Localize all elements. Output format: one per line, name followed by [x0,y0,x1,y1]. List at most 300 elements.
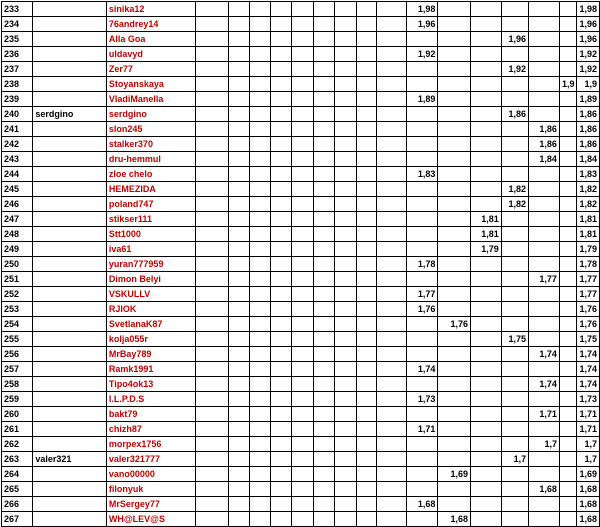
score-cell [377,47,406,62]
score-cell [250,317,271,332]
score-cell [501,362,528,377]
score-cell [406,197,438,212]
table-body [2,2,600,527]
score-cell [228,437,250,452]
score-cell [250,197,271,212]
score-cell [250,47,271,62]
score-cell [228,257,250,272]
score-cell: 1,81 [470,227,501,242]
score-cell [529,452,560,467]
score-cell [559,407,577,422]
player-name-cell: RJIOK [106,302,195,317]
score-cell [228,287,250,302]
score-cell [195,257,228,272]
score-cell [470,287,501,302]
table-row [2,272,600,287]
score-cell [356,512,377,527]
score-cell [438,62,471,77]
score-cell: 1,73 [406,392,438,407]
score-cell [314,467,335,482]
score-cell [250,272,271,287]
score-cell [559,152,577,167]
score-cell [228,272,250,287]
score-cell [335,287,357,302]
score-cell [377,302,406,317]
alias-cell [33,167,107,182]
table-row [2,137,600,152]
player-name-cell: valer321777 [106,452,195,467]
table-row [2,467,600,482]
table-row [2,512,600,527]
rank-cell: 240 [2,107,33,122]
score-cell [377,137,406,152]
score-cell [356,287,377,302]
player-name-cell: yuran777959 [106,257,195,272]
score-cell [470,407,501,422]
table-row [2,437,600,452]
score-cell [356,407,377,422]
total-cell: 1,86 [577,122,600,137]
score-cell [529,287,560,302]
score-cell [559,332,577,347]
player-name-cell: Alla Goa [106,32,195,47]
player-name-cell: Ramk1991 [106,362,195,377]
score-cell [335,242,357,257]
score-cell [271,167,292,182]
score-cell [529,2,560,17]
score-cell [501,227,528,242]
score-cell [335,422,357,437]
score-cell [195,347,228,362]
score-cell [438,347,471,362]
score-cell [529,62,560,77]
alias-cell [33,347,107,362]
alias-cell [33,77,107,92]
score-cell [291,362,313,377]
score-cell [501,497,528,512]
score-cell: 1,92 [501,62,528,77]
total-cell: 1,74 [577,362,600,377]
score-cell [250,437,271,452]
score-cell [356,257,377,272]
score-cell [195,197,228,212]
score-cell [228,242,250,257]
score-cell [438,272,471,287]
score-cell [195,422,228,437]
score-cell [529,92,560,107]
score-cell [501,392,528,407]
score-cell [559,287,577,302]
score-cell [228,302,250,317]
total-cell: 1,9 [577,77,600,92]
score-cell [356,167,377,182]
score-cell [271,467,292,482]
table-row [2,392,600,407]
score-cell [195,452,228,467]
alias-cell [33,272,107,287]
score-cell [377,452,406,467]
score-cell [228,482,250,497]
score-cell [559,452,577,467]
score-cell [314,152,335,167]
score-cell [250,512,271,527]
score-cell [195,287,228,302]
score-cell [335,47,357,62]
player-name-cell: stikser111 [106,212,195,227]
score-cell [529,362,560,377]
total-cell: 1,86 [577,107,600,122]
score-cell [406,62,438,77]
score-cell [559,482,577,497]
score-cell [377,62,406,77]
score-cell [195,482,228,497]
score-cell [195,212,228,227]
rank-cell: 237 [2,62,33,77]
score-cell [291,32,313,47]
score-cell [470,437,501,452]
score-cell [501,407,528,422]
score-cell [356,437,377,452]
score-cell: 1,84 [529,152,560,167]
rank-cell: 244 [2,167,33,182]
alias-cell [33,212,107,227]
score-cell [377,107,406,122]
score-cell [271,77,292,92]
score-cell: 1,77 [406,287,438,302]
score-cell: 1,68 [529,482,560,497]
score-cell [529,512,560,527]
score-cell [356,212,377,227]
score-cell [470,2,501,17]
score-cell [271,287,292,302]
score-cell [195,2,228,17]
score-cell [470,107,501,122]
alias-cell [33,137,107,152]
score-cell [228,62,250,77]
score-cell [314,137,335,152]
score-cell [314,497,335,512]
score-cell [195,242,228,257]
score-cell [377,482,406,497]
score-cell [195,92,228,107]
score-cell [377,227,406,242]
score-cell [314,242,335,257]
rank-cell: 250 [2,257,33,272]
score-cell [559,302,577,317]
rank-cell: 253 [2,302,33,317]
score-cell [228,347,250,362]
score-cell [501,152,528,167]
score-cell [271,17,292,32]
total-cell: 1,76 [577,302,600,317]
score-cell [271,302,292,317]
score-cell [501,137,528,152]
score-cell [314,32,335,47]
score-cell [470,302,501,317]
score-cell [377,392,406,407]
score-cell [438,422,471,437]
score-cell [377,17,406,32]
score-cell [291,422,313,437]
score-cell [377,512,406,527]
score-cell [438,437,471,452]
score-cell [470,32,501,47]
score-cell [559,227,577,242]
rank-cell: 258 [2,377,33,392]
player-name-cell: vano00000 [106,467,195,482]
score-cell [356,317,377,332]
score-cell [470,347,501,362]
score-cell: 1,69 [438,467,471,482]
total-cell: 1,96 [577,17,600,32]
rank-cell: 247 [2,212,33,227]
score-cell [559,137,577,152]
score-cell [271,512,292,527]
total-cell: 1,78 [577,257,600,272]
score-cell [314,257,335,272]
score-cell [314,17,335,32]
score-cell [291,437,313,452]
ranking-table [1,1,600,527]
score-cell [195,437,228,452]
score-cell [314,122,335,137]
score-cell [559,272,577,287]
score-cell [335,467,357,482]
score-cell [335,92,357,107]
score-cell [501,377,528,392]
score-cell [228,122,250,137]
score-cell [356,242,377,257]
alias-cell [33,47,107,62]
score-cell [438,302,471,317]
score-cell [470,362,501,377]
rank-cell: 265 [2,482,33,497]
table-row [2,107,600,122]
player-name-cell: VladiManella [106,92,195,107]
score-cell: 1,86 [529,137,560,152]
player-name-cell: filonyuk [106,482,195,497]
rank-cell: 245 [2,182,33,197]
score-cell [195,122,228,137]
score-cell [438,122,471,137]
score-cell [195,227,228,242]
score-cell [438,197,471,212]
score-cell [291,257,313,272]
score-cell [529,197,560,212]
score-cell [335,347,357,362]
score-cell [291,452,313,467]
score-cell [250,32,271,47]
score-cell [438,152,471,167]
score-cell [470,182,501,197]
score-cell [470,92,501,107]
score-cell [377,317,406,332]
alias-cell [33,257,107,272]
rank-cell: 236 [2,47,33,62]
score-cell [559,2,577,17]
score-cell [335,212,357,227]
score-cell [271,92,292,107]
score-cell [250,122,271,137]
score-cell [406,467,438,482]
score-cell [377,332,406,347]
score-cell [228,452,250,467]
score-cell [438,137,471,152]
score-cell [501,257,528,272]
rank-cell: 249 [2,242,33,257]
score-cell [250,392,271,407]
score-cell [438,257,471,272]
score-cell [501,422,528,437]
rank-cell: 248 [2,227,33,242]
table-row [2,212,600,227]
score-cell [501,122,528,137]
score-cell [559,347,577,362]
score-cell [291,17,313,32]
alias-cell [33,422,107,437]
score-cell [356,467,377,482]
score-cell [271,242,292,257]
score-cell [377,377,406,392]
table-row [2,347,600,362]
score-cell [250,407,271,422]
score-cell [438,497,471,512]
score-cell [335,227,357,242]
score-cell: 1,74 [406,362,438,377]
total-cell: 1,79 [577,242,600,257]
score-cell [195,107,228,122]
player-name-cell: Tipo4ok13 [106,377,195,392]
score-cell [271,227,292,242]
score-cell [356,332,377,347]
player-name-cell: Stt1000 [106,227,195,242]
score-cell [291,152,313,167]
alias-cell: serdgino [33,107,107,122]
score-cell [291,347,313,362]
score-cell [529,107,560,122]
score-cell [335,377,357,392]
player-name-cell: morpex1756 [106,437,195,452]
score-cell [559,392,577,407]
total-cell: 1,81 [577,212,600,227]
score-cell [529,467,560,482]
score-cell [271,122,292,137]
score-cell [250,17,271,32]
score-cell [438,392,471,407]
score-cell [228,227,250,242]
score-cell [406,122,438,137]
score-cell [195,47,228,62]
rank-cell: 259 [2,392,33,407]
player-name-cell: serdgino [106,107,195,122]
score-cell [470,377,501,392]
score-cell [438,2,471,17]
score-cell [470,197,501,212]
alias-cell [33,32,107,47]
score-cell [291,317,313,332]
score-cell [529,302,560,317]
alias-cell [33,2,107,17]
player-name-cell: bakt79 [106,407,195,422]
score-cell: 1,9 [559,77,577,92]
score-cell [377,182,406,197]
score-cell [559,47,577,62]
score-cell [271,422,292,437]
score-cell [356,497,377,512]
score-cell [228,107,250,122]
score-cell [335,497,357,512]
alias-cell: valer321 [33,452,107,467]
score-cell [250,182,271,197]
total-cell: 1,77 [577,287,600,302]
score-cell [470,467,501,482]
score-cell [335,17,357,32]
score-cell [195,137,228,152]
score-cell [291,287,313,302]
score-cell [271,272,292,287]
score-cell [250,302,271,317]
score-cell [470,317,501,332]
score-cell [356,107,377,122]
score-cell: 1,75 [501,332,528,347]
score-cell [195,512,228,527]
alias-cell [33,332,107,347]
score-cell [335,122,357,137]
score-cell [250,362,271,377]
score-cell [195,302,228,317]
rank-cell: 241 [2,122,33,137]
score-cell [291,482,313,497]
score-cell [559,62,577,77]
alias-cell [33,467,107,482]
table-row [2,257,600,272]
score-cell [406,137,438,152]
score-cell [195,62,228,77]
score-cell [529,32,560,47]
alias-cell [33,302,107,317]
score-cell: 1,76 [438,317,471,332]
score-cell [314,407,335,422]
score-cell [335,32,357,47]
rank-cell: 263 [2,452,33,467]
rank-cell: 234 [2,17,33,32]
score-cell [271,452,292,467]
score-cell [250,212,271,227]
score-cell [228,152,250,167]
score-cell [228,362,250,377]
score-cell [356,2,377,17]
score-cell [195,272,228,287]
score-cell [356,47,377,62]
score-cell: 1,7 [501,452,528,467]
score-cell [314,92,335,107]
score-cell [228,77,250,92]
score-cell [470,422,501,437]
score-cell [559,362,577,377]
score-cell [529,422,560,437]
table-row [2,377,600,392]
score-cell [314,227,335,242]
score-cell [228,392,250,407]
rank-cell: 251 [2,272,33,287]
score-cell: 1,71 [529,407,560,422]
score-cell [470,137,501,152]
score-cell [314,2,335,17]
score-cell [470,512,501,527]
table-row [2,32,600,47]
table-row [2,227,600,242]
alias-cell [33,62,107,77]
